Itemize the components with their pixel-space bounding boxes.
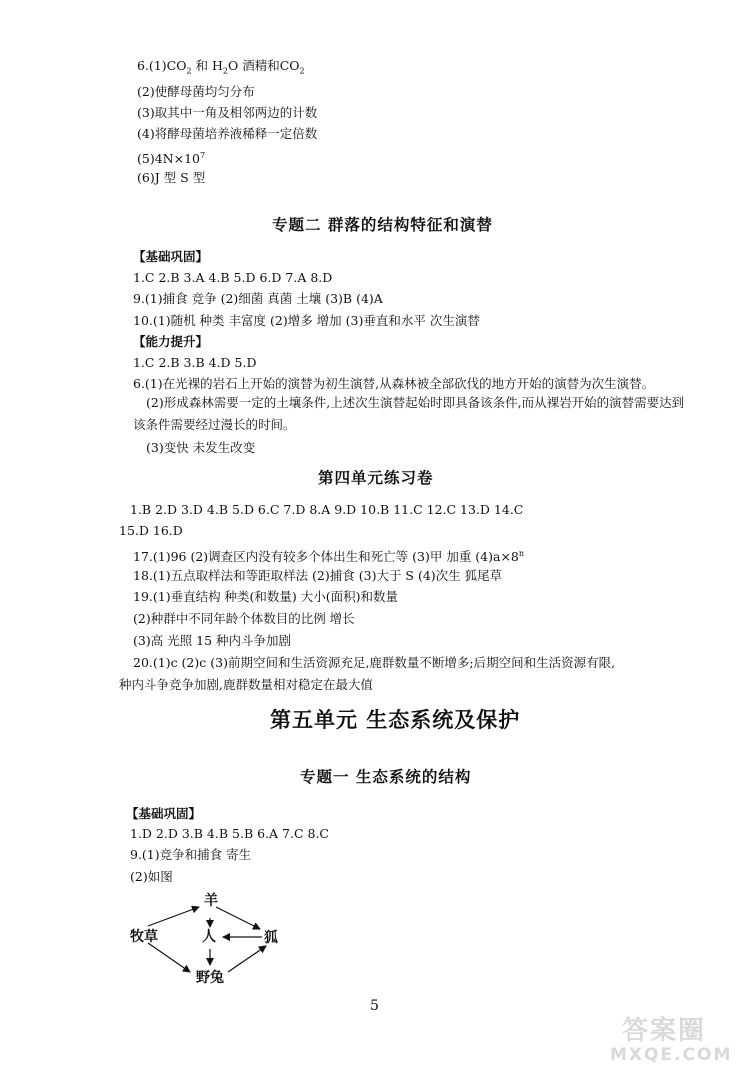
node-human: 人 <box>202 929 216 945</box>
answer-line: (2)使酵母菌均匀分布 <box>137 84 255 99</box>
answer-line: $(5)4N\times 10^7$ <box>137 151 206 167</box>
answer-line: (2)种群中不同年龄个体数目的比例 增长 <box>133 611 355 626</box>
section-heading: 专题二 群落的结构特征和演替 <box>272 216 493 234</box>
food-web-diagram <box>130 893 300 1000</box>
section-tag: 【能力提升】 <box>133 334 209 349</box>
watermark-url: MXQE.COM <box>610 1045 733 1065</box>
answer-line: 1.C 2.B 3.B 4.D 5.D <box>133 355 257 370</box>
page-number: 5 <box>370 998 379 1014</box>
section-heading: 第四单元练习卷 <box>318 469 434 487</box>
arrow-grass-to-sheep <box>148 907 199 926</box>
answer-line: 种内斗争竞争加剧,鹿群数量相对稳定在最大值 <box>119 677 373 692</box>
unit-heading: 第五单元 生态系统及保护 <box>270 708 521 732</box>
arrow-grass-to-rabbit <box>148 943 190 972</box>
answer-line: 9.(1)竞争和捕食 寄生 <box>130 847 252 862</box>
answer-line: 18.(1)五点取样法和等距取样法 (2)捕食 (3)大于 S (4)次生 狐尾草 <box>133 568 503 583</box>
answer-line: 19.(1)垂直结构 种类(和数量) 大小(面积)和数量 <box>133 589 399 604</box>
answer-line: (2)如图 <box>130 869 173 884</box>
answer-line: 1.B 2.D 3.D 4.B 5.D 6.C 7.D 8.A 9.D 10.B 11.C 12.C 13.D 14.C <box>130 502 524 517</box>
watermark-text: 答案圈 <box>622 1016 707 1046</box>
answer-line: 1.C 2.B 3.A 4.B 5.D 6.D 7.A 8.D <box>133 270 333 285</box>
answer-line: 1.D 2.D 3.B 4.B 5.B 6.A 7.C 8.C <box>130 826 329 841</box>
answer-line: 6.(1)在光裸的岩石上开始的演替为初生演替,从森林被全部砍伐的地方开始的演替为次生演替。 <box>133 376 655 391</box>
answer-line: (3)取其中一角及相邻两边的计数 <box>137 105 318 120</box>
answer-line: 15.D 16.D <box>119 523 183 538</box>
node-sheep: 羊 <box>204 893 218 909</box>
answer-line: 17.(1)96 (2)调查区内没有较多个体出生和死亡等 (3)甲 加重 $(4)a\times 8^n$ <box>133 549 525 565</box>
answer-paragraph: (2)形成森林需要一定的土壤条件,上述次生演替起始时即具备该条件,而从裸岩开始的演替需要达到该条件需要经过漫长的时间。 <box>133 395 685 432</box>
arrow-sheep-to-fox <box>216 907 260 929</box>
answer-line: $6.(1)CO_2$ 和 $H_2O$ 酒精和$CO_2$ <box>137 58 305 76</box>
answer-line: (3)变快 未发生改变 <box>146 440 256 455</box>
answer-line: (3)高 光照 15 种内斗争加剧 <box>133 633 292 648</box>
node-rabbit: 野兔 <box>196 970 224 986</box>
answer-line: (6)J 型 S 型 <box>137 170 206 185</box>
answer-line: 10.(1)随机 种类 丰富度 (2)增多 增加 (3)垂直和水平 次生演替 <box>133 313 480 328</box>
answer-line: 20.(1)c (2)c (3)前期空间和生活资源充足,鹿群数量不断增多;后期空间和生活资源有限, <box>133 655 616 670</box>
section-tag: 【基础巩固】 <box>133 249 209 264</box>
section-tag: 【基础巩固】 <box>126 806 202 821</box>
section-heading: 专题一 生态系统的结构 <box>300 768 472 786</box>
node-grass: 牧草 <box>130 929 158 945</box>
arrow-rabbit-to-fox <box>228 946 266 972</box>
answer-line: (4)将酵母菌培养液稀释一定倍数 <box>137 126 318 141</box>
node-fox: 狐 <box>264 930 278 946</box>
answer-line: 9.(1)捕食 竞争 (2)细菌 真菌 土壤 (3)B (4)A <box>133 291 383 306</box>
